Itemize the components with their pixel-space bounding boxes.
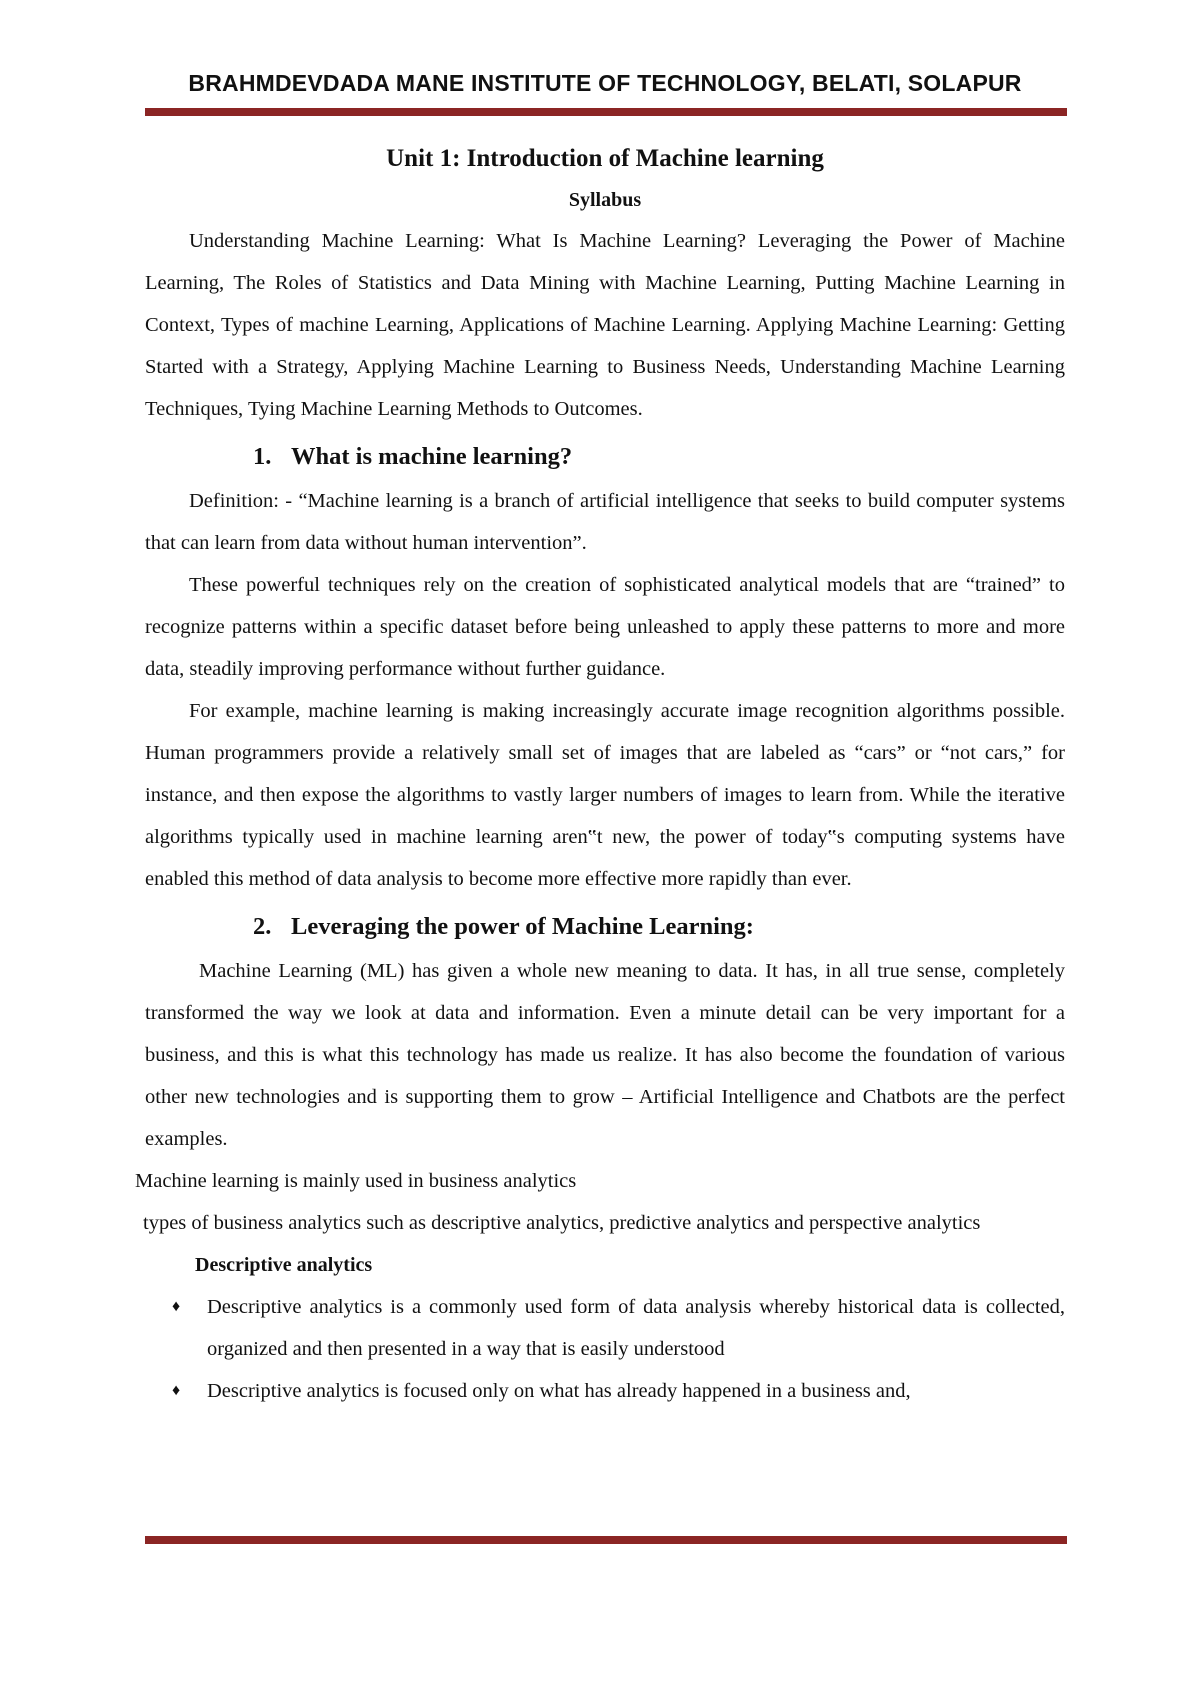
descriptive-analytics-list xyxy=(145,1286,1065,1412)
section-1-title: What is machine learning? xyxy=(291,443,573,470)
definition-paragraph: Definition: - “Machine learning is a branch of artificial intelligence that seeks to build computer systems that can learn from data without human intervention”. xyxy=(145,490,1065,554)
descriptive-analytics-heading: Descriptive analytics xyxy=(195,1254,373,1276)
example-paragraph: For example, machine learning is making increasingly accurate image recognition algorithms possible. Human programmers provide a relatively small set of images that are labeled as “cars” or “not cars,” for instance, and then expose the algorithms to vastly larger numbers of images to learn from. While the iterative algorithms typically used in machine learning aren‟t new, the power of today‟s computing systems have enabled this method of data analysis to become more effective more rapidly than ever. xyxy=(145,700,1065,890)
header-rule xyxy=(145,108,1067,116)
ml-meaning-paragraph: Machine Learning (ML) has given a whole new meaning to data. It has, in all true sense, completely transformed the way we look at data and information. Even a minute detail can be very important for a business, and this is what this technology has made us realize. It has also become the foundation of various other new technologies and is supporting them to grow – Artificial Intelligence and Chatbots are the perfect examples. xyxy=(145,960,1065,1150)
section-1-heading xyxy=(145,434,1065,480)
list-item xyxy=(145,1286,1065,1370)
analytics-types-line: types of business analytics such as descriptive analytics, predictive analytics and perspective analytics xyxy=(143,1212,981,1234)
unit-title: Unit 1: Introduction of Machine learning xyxy=(386,145,824,172)
syllabus-text: Understanding Machine Learning: What Is Machine Learning? Leveraging the Power of Machine Learning, The Roles of Statistics and Data Mining with Machine Learning, Putting Machine Learning in Context, Types of machine Learning, Applications of Machine Learning. Applying Machine Learning: Getting Started with a Strategy, Applying Machine Learning to Business Needs, Understanding Machine Learning Techniques, Tying Machine Learning Methods to Outcomes. xyxy=(145,230,1065,420)
section-2-heading xyxy=(145,904,1065,950)
techniques-paragraph: These powerful techniques rely on the creation of sophisticated analytical models that are “trained” to recognize patterns within a specific dataset before being unleashed to apply these patterns to more and more data, steadily improving performance without further guidance. xyxy=(145,574,1065,680)
section-2-title: Leveraging the power of Machine Learning: xyxy=(291,913,754,940)
list-item xyxy=(145,1370,1065,1412)
syllabus-heading: Syllabus xyxy=(568,189,642,211)
business-analytics-line: Machine learning is mainly used in business analytics xyxy=(135,1170,577,1192)
section-2-number: 2. xyxy=(253,913,272,940)
list-item-text: Descriptive analytics is focused only on what has already happened in a business and, xyxy=(207,1380,911,1402)
list-item-text: Descriptive analytics is a commonly used form of data analysis whereby historical data is collected, organized and then presented in a way that is easily understood xyxy=(207,1296,1065,1360)
diamond-bullet-icon: ♦ xyxy=(172,1298,181,1315)
diamond-bullet-icon: ♦ xyxy=(172,1382,181,1399)
page-content xyxy=(135,138,1065,1412)
footer-rule xyxy=(145,1536,1067,1544)
institute-header: BRAHMDEVDADA MANE INSTITUTE OF TECHNOLOGY, BELATI, SOLAPUR xyxy=(188,70,1022,96)
section-1-number: 1. xyxy=(253,443,272,470)
